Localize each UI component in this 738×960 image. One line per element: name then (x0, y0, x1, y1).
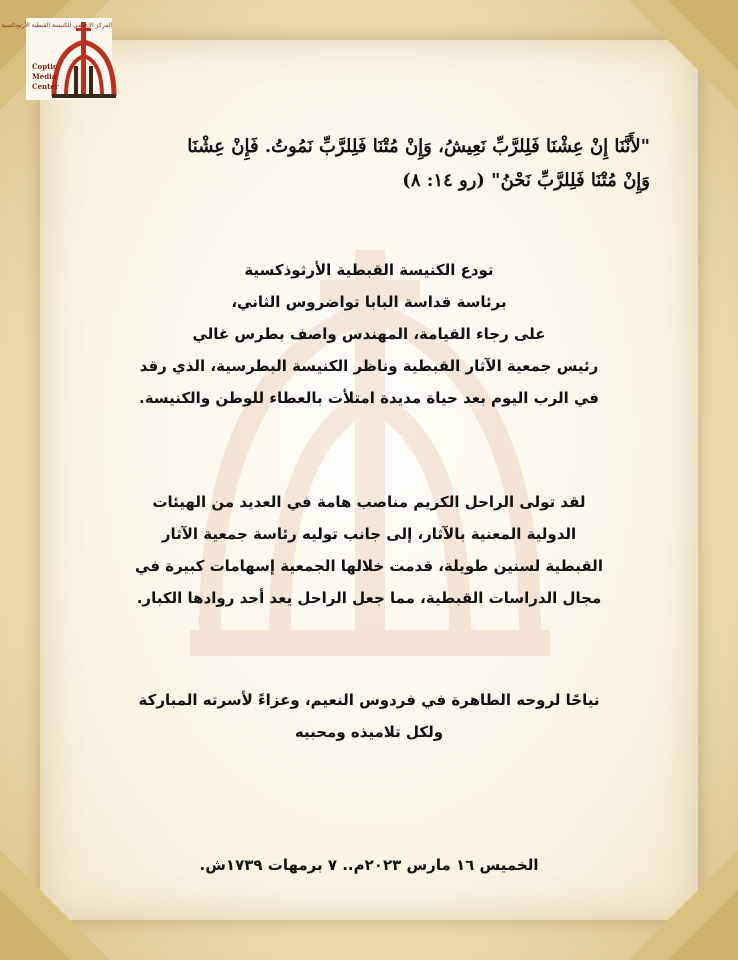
verse-line-2: وَإِنْ مُتْنَا فَلِلرَّبِّ نَحْنُ" (رو ١٤: ٨) (402, 170, 650, 191)
biography-paragraph (80, 486, 658, 614)
announcement-paragraph (80, 254, 658, 414)
announcement-line: في الرب اليوم بعد حياة مديدة امتلأت بالعطاء للوطن والكنيسة. (139, 389, 599, 407)
announcement-line: تودع الكنيسة القبطية الأرثوذكسية (244, 261, 494, 279)
condolences-line: ولكل تلاميذه ومحبيه (294, 723, 444, 741)
condolences-line: نياحًا لروحه الطاهرة في فردوس النعيم، وعزاءً لأسرته المباركة (138, 691, 600, 709)
biography-line: الدولية المعنية بالآثار، إلى جانب توليه رئاسة جمعية الآثار (161, 525, 577, 543)
verse-line-1: "لأَنَّنَا إِنْ عِشْنَا فَلِلرَّبِّ نَعِيشُ، وَإِنْ مُتْنَا فَلِلرَّبِّ نَمُوتُ. فَإِنْ عِشْنَا (187, 136, 650, 157)
condolences-paragraph (80, 684, 658, 748)
announcement-line: رئيس جمعية الآثار القبطية وناظر الكنيسة البطرسية، الذي رقد (139, 357, 599, 375)
logo-english-line-2: Media (32, 72, 57, 81)
biography-line: مجال الدراسات القبطية، مما جعل الراحل يعد أحد روادها الكبار. (136, 589, 602, 607)
logo-english-line-3: Center (32, 82, 59, 91)
corner-fold-top-right (628, 0, 738, 110)
date-line: الخميس ١٦ مارس ٢٠٢٣م.. ٧ برمهات ١٧٣٩ش. (199, 856, 539, 874)
announcement-line: برئاسة قداسة البابا تواضروس الثاني، (231, 293, 507, 311)
logo-arabic-name: المركز الإعلامي للكنيسة القبطية الأرثوذكسية (1, 22, 112, 29)
logo-english-line-1: Coptic (32, 62, 58, 71)
coptic-media-center-logo (1, 8, 120, 104)
biography-line: لقد تولى الراحل الكريم مناصب هامة في العديد من الهيئات (152, 493, 586, 511)
biography-line: القبطية لسنين طويلة، قدمت خلالها الجمعية إسهامات كبيرة في (135, 557, 603, 575)
bible-verse (90, 130, 650, 198)
announcement-line: على رجاء القيامة، المهندس واصف بطرس غالي (192, 325, 546, 343)
